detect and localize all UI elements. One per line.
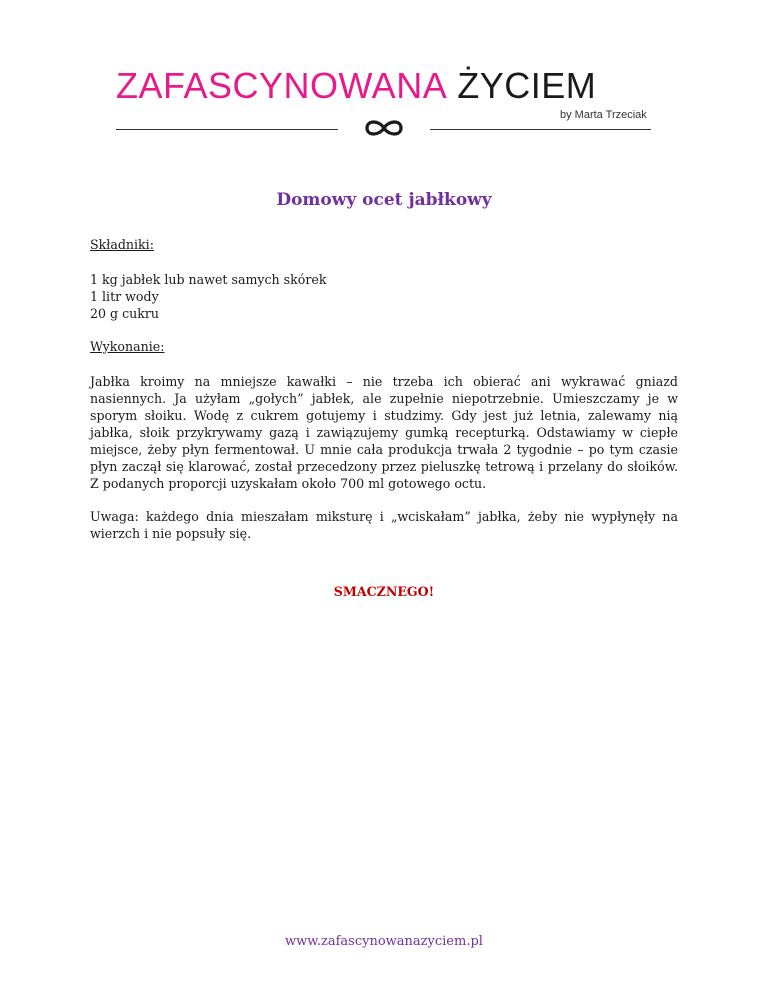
ingredients-list	[90, 271, 678, 322]
ingredient-item: 1 kg jabłek lub nawet samych skórek	[90, 272, 327, 287]
footer-website-url: www.zafascynowanazyciem.pl	[285, 934, 483, 949]
logo-text-primary: ZAFASCYNOWANA	[116, 65, 448, 106]
document-body	[90, 236, 678, 558]
ingredient-item: 1 litr wody	[90, 289, 159, 304]
logo-text-secondary: ŻYCIEM	[457, 65, 597, 106]
method-heading: Wykonanie:	[90, 339, 165, 354]
author-byline: by Marta Trzeciak	[560, 109, 647, 121]
document-title: Domowy ocet jabłkowy	[276, 190, 492, 210]
header-divider-left	[116, 129, 338, 130]
ingredient-item: 20 g cukru	[90, 306, 160, 321]
ingredients-heading: Składniki:	[90, 237, 154, 252]
infinity-icon	[360, 117, 408, 139]
closing-text: SMACZNEGO!	[333, 584, 435, 599]
method-paragraph: Jabłka kroimy na mniejsze kawałki – nie trzeba ich obierać ani wykrawać gniazd nasiennych. Ja użyłam „gołych” jabłek, ale zupełnie niepotrzebnie. Umieszczamy je w sporym słoiku. Wodę z cukrem gotujemy i studzimy. Gdy jest już letnia, zalewamy nią jabłka, słoik przykrywamy gazą i zawiązujemy gumką recepturką. Odstawiamy w ciepłe miejsce, żeby płyn fermentował. U mnie cała produkcja trwała 2 tygodnie – po tym czasie płyn zaczął się klarować, został przecedzony przez pieluszkę tetrową i przelany do słoików. Z podanych proporcji uzyskałam około 700 ml gotowego octu.	[90, 374, 678, 491]
logo	[116, 64, 596, 108]
note-paragraph: Uwaga: każdego dnia mieszałam miksturę i „wciskałam” jabłka, żeby nie wypłynęły na wierzch i nie popsuły się.	[90, 509, 678, 541]
page-header	[0, 0, 768, 150]
header-divider-right	[430, 129, 651, 130]
